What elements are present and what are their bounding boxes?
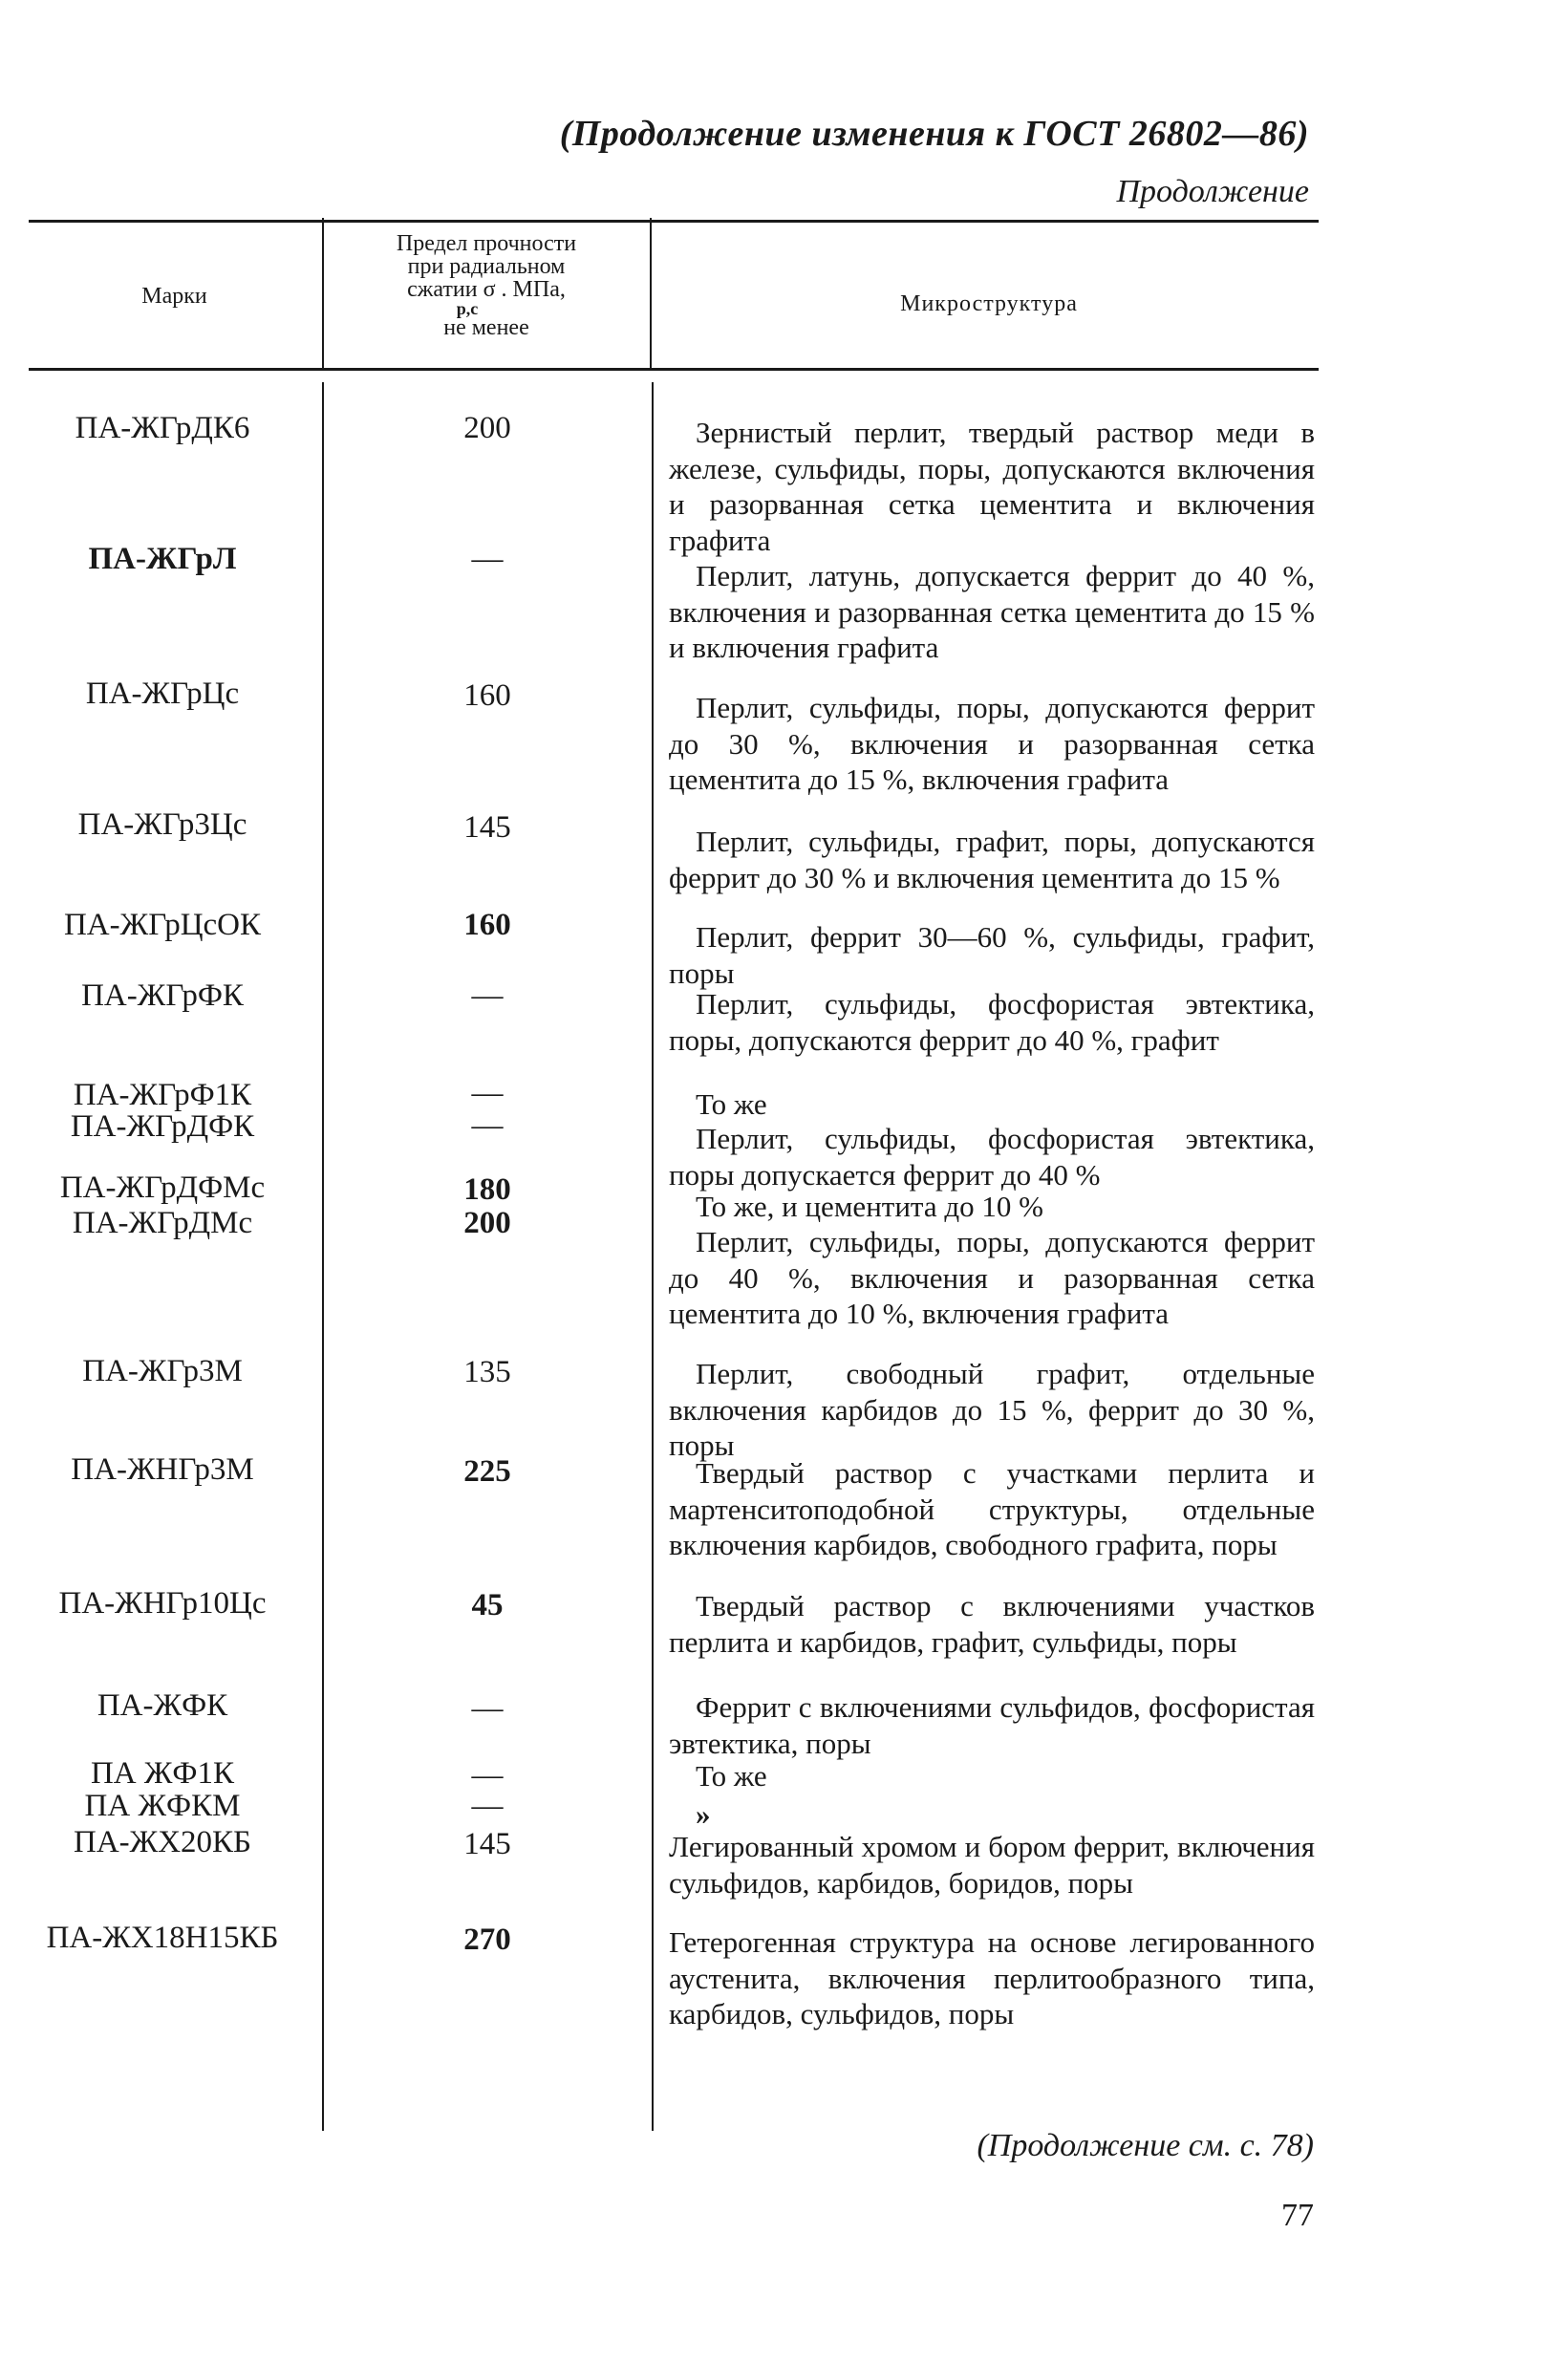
grade-cell: ПА-ЖГрДФК bbox=[70, 1109, 255, 1144]
grade-cell: ПА-ЖГрЛ bbox=[88, 542, 237, 576]
footer-continuation-note: (Продолжение см. с. 78) bbox=[977, 2128, 1314, 2163]
table-top-rule bbox=[29, 220, 1319, 223]
grade-cell: ПА-ЖГрЦс bbox=[85, 677, 240, 711]
grade-cell: ПА-ЖНГр10Цс bbox=[58, 1586, 267, 1621]
grade-cell: ПА-ЖГрФ1К bbox=[73, 1078, 252, 1112]
microstructure-cell: Перлит, латунь, допускается феррит до 40 %, включения и разорванная сетка цементита до 15 % и включения графита bbox=[669, 559, 1315, 664]
strength-cell: — bbox=[471, 1108, 504, 1143]
microstructure-cell: Перлит, свободный графит, отдельные включения карбидов до 15 %, феррит до 30 %, поры bbox=[669, 1357, 1315, 1462]
grade-cell: ПА-ЖГрДК6 bbox=[75, 411, 250, 445]
microstructure-cell: Зернистый перлит, твердый раствор меди в железе, сульфиды, поры, допускаются включения и разорванная сетка цементита и включения графита bbox=[669, 416, 1315, 557]
grade-cell: ПА ЖФКМ bbox=[84, 1789, 241, 1823]
strength-cell: — bbox=[471, 1691, 504, 1726]
grade-cell: ПА-ЖХ18Н15КБ bbox=[46, 1921, 279, 1955]
grade-cell: ПА-ЖНГр3М bbox=[71, 1452, 254, 1487]
page-number: 77 bbox=[1281, 2198, 1314, 2233]
strength-cell: 45 bbox=[471, 1588, 504, 1622]
grade-cell: ПА ЖФ1К bbox=[90, 1756, 235, 1791]
column-header-strength bbox=[325, 232, 648, 339]
strength-cell: 200 bbox=[463, 411, 511, 445]
strength-cell: 180 bbox=[463, 1172, 511, 1207]
microstructure-cell: То же bbox=[696, 1087, 767, 1121]
column-header-grade: Марки bbox=[141, 284, 207, 309]
grade-cell: ПА-ЖФК bbox=[97, 1688, 228, 1723]
strength-header-line-3: сжатии σ . МПа, bbox=[407, 277, 566, 302]
strength-cell: 145 bbox=[463, 1827, 511, 1861]
grade-cell: ПА-ЖГр3М bbox=[82, 1354, 243, 1388]
microstructure-cell: Перлит, сульфиды, фосфористая эвтектика, поры допускается феррит до 40 % bbox=[669, 1122, 1315, 1192]
body-col-divider-1 bbox=[322, 382, 324, 2131]
microstructure-cell: Перлит, сульфиды, поры, допускаются феррит до 30 %, включения и разорванная сетка цементита до 15 %, включения графита bbox=[669, 691, 1315, 796]
microstructure-cell: Легированный хромом и бором феррит, включения сульфидов, карбидов, боридов, поры bbox=[669, 1830, 1315, 1900]
grade-cell: ПА-ЖХ20КБ bbox=[73, 1825, 251, 1859]
microstructure-cell: То же, и цементита до 10 % bbox=[696, 1190, 1043, 1223]
strength-cell: 225 bbox=[463, 1454, 511, 1489]
page-header-continuation: Продолжение bbox=[1116, 174, 1309, 209]
microstructure-cell: Гетерогенная структура на основе легированного аустенита, включения перлитообразного типа, карбидов, сульфидов, поры bbox=[669, 1925, 1315, 2030]
strength-cell: — bbox=[471, 542, 504, 576]
grade-cell: ПА-ЖГрФК bbox=[81, 978, 244, 1013]
grade-cell: ПА-ЖГрДФМс bbox=[59, 1171, 266, 1205]
table-header-rule bbox=[29, 368, 1319, 371]
grade-cell: ПА-ЖГрЦсОК bbox=[63, 908, 262, 942]
strength-cell: — bbox=[471, 1758, 504, 1793]
strength-cell: 160 bbox=[463, 908, 511, 942]
strength-cell: 135 bbox=[463, 1355, 511, 1389]
strength-header-line-4: р,с bbox=[456, 299, 479, 318]
strength-cell: 200 bbox=[463, 1206, 511, 1240]
page-header-title: (Продолжение изменения к ГОСТ 26802—86) bbox=[559, 114, 1309, 154]
strength-cell: — bbox=[471, 1789, 504, 1823]
microstructure-cell: Твердый раствор с участками перлита и мартенситоподобной структуры, отдельные включения карбидов, свободного графита, поры bbox=[669, 1456, 1315, 1561]
header-col-divider-1 bbox=[322, 218, 324, 368]
grade-cell: ПА-ЖГрДМс bbox=[72, 1206, 253, 1240]
grade-cell: ПА-ЖГр3Цс bbox=[77, 807, 247, 842]
microstructure-cell: Перлит, феррит 30—60 %, сульфиды, графит, поры bbox=[669, 920, 1315, 990]
strength-cell: 145 bbox=[463, 810, 511, 845]
microstructure-cell: Твердый раствор с включениями участков перлита и карбидов, графит, сульфиды, поры bbox=[669, 1589, 1315, 1659]
microstructure-cell: Перлит, сульфиды, графит, поры, допускаются феррит до 30 % и включения цементита до 15 % bbox=[669, 825, 1315, 894]
strength-header-line-2: при радиальном bbox=[407, 254, 566, 279]
microstructure-cell: То же bbox=[696, 1759, 767, 1793]
strength-cell: 160 bbox=[463, 678, 511, 713]
body-col-divider-2 bbox=[652, 382, 654, 2131]
microstructure-cell: Перлит, сульфиды, поры, допускаются феррит до 40 %, включения и разорванная сетка цементита до 10 %, включения графита bbox=[669, 1225, 1315, 1330]
strength-cell: — bbox=[471, 1076, 504, 1110]
column-header-microstructure: Микроструктура bbox=[900, 291, 1078, 316]
strength-header-line-1: Предел прочности bbox=[396, 231, 577, 256]
microstructure-cell: Перлит, сульфиды, фосфористая эвтектика, поры, допускаются феррит до 40 %, графит bbox=[669, 987, 1315, 1057]
microstructure-cell: » bbox=[696, 1797, 711, 1831]
microstructure-cell: Феррит с включениями сульфидов, фосфористая эвтектика, поры bbox=[669, 1690, 1315, 1760]
strength-cell: — bbox=[471, 978, 504, 1013]
strength-cell: 270 bbox=[463, 1923, 511, 1957]
strength-header-line-5: не менее bbox=[443, 315, 529, 340]
header-col-divider-2 bbox=[650, 218, 652, 368]
